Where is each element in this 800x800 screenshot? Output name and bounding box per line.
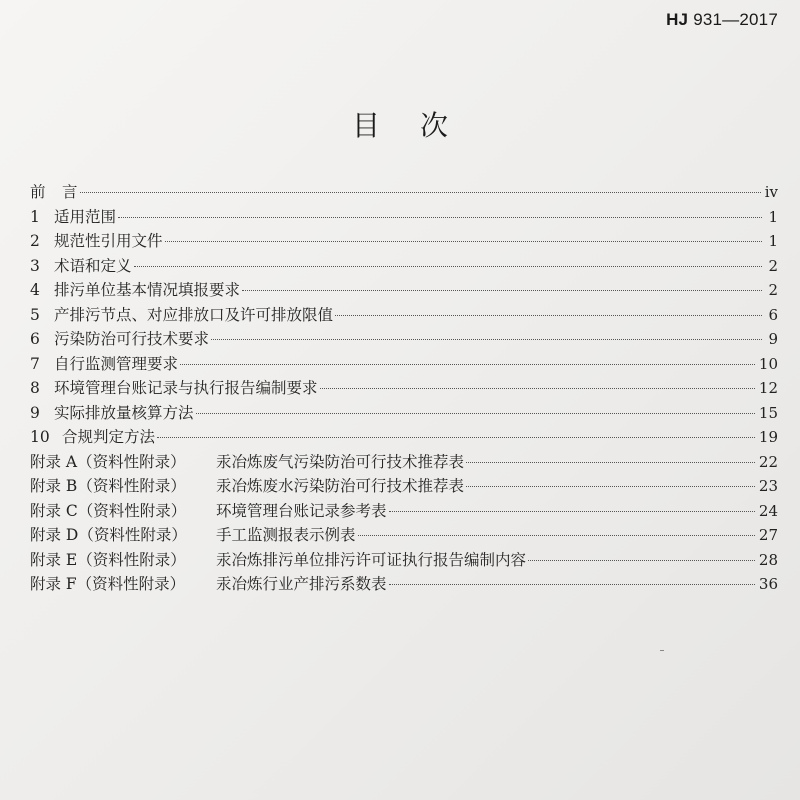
toc-entry-page: 1	[768, 232, 778, 250]
appendix-title: 汞冶炼行业产排污系数表	[216, 575, 387, 593]
appendix-title: 汞冶炼废水污染防治可行技术推荐表	[216, 477, 465, 495]
toc-entry-page: 12	[758, 379, 778, 397]
toc-entry-page: iv	[764, 183, 778, 201]
toc-entry-6[interactable]	[30, 327, 778, 352]
toc-entry-number: 4	[30, 281, 40, 299]
toc-entry-title: 污染防治可行技术要求	[54, 330, 210, 348]
toc-entry-page: 6	[768, 305, 778, 324]
toc-entry-number: 7	[30, 354, 40, 373]
toc-entry-4[interactable]	[30, 278, 778, 303]
toc-entry-9[interactable]	[30, 401, 778, 426]
toc-entry-3[interactable]	[30, 254, 778, 279]
dot-leader	[211, 339, 762, 340]
dot-leader	[80, 192, 761, 193]
appendix-page: 23	[758, 477, 778, 495]
toc-entry-foreword[interactable]	[30, 180, 778, 205]
toc-entry-title: 环境管理台账记录与执行报告编制要求	[54, 379, 318, 397]
toc-entry-page: 2	[768, 256, 778, 275]
table-of-contents	[30, 180, 778, 597]
toc-entry-number: 3	[30, 256, 40, 275]
appendix-label: 附录 C（资料性附录）	[30, 501, 187, 520]
dot-leader	[358, 535, 755, 536]
toc-entry-title: 排污单位基本情况填报要求	[54, 281, 241, 299]
dot-leader	[180, 364, 755, 365]
toc-entry-title: 实际排放量核算方法	[54, 403, 194, 422]
toc-entry-1[interactable]	[30, 205, 778, 230]
toc-entry-title: 自行监测管理要求	[54, 354, 179, 373]
toc-entry-number: 8	[30, 379, 40, 397]
toc-entry-title: 合规判定方法	[62, 428, 156, 446]
toc-entry-title: 规范性引用文件	[54, 232, 163, 250]
stray-mark	[660, 650, 664, 651]
toc-entry-number: 1	[30, 207, 40, 226]
dot-leader	[466, 486, 755, 487]
appendix-title: 汞冶炼排污单位排污许可证执行报告编制内容	[216, 550, 527, 569]
toc-entry-number: 2	[30, 232, 40, 250]
standard-prefix: HJ	[666, 10, 689, 29]
dot-leader	[134, 266, 762, 267]
toc-entry-number: 5	[30, 305, 40, 324]
toc-entry-page: 1	[768, 207, 778, 226]
appendix-label: 附录 E（资料性附录）	[30, 550, 186, 569]
dot-leader	[466, 462, 755, 463]
toc-entry-page: 10	[758, 354, 778, 373]
appendix-page: 22	[758, 452, 778, 471]
appendix-label: 附录 A（资料性附录）	[30, 452, 186, 471]
dot-leader	[320, 388, 755, 389]
appendix-page: 27	[758, 526, 778, 544]
toc-entry-page: 19	[758, 428, 778, 446]
toc-entry-7[interactable]	[30, 352, 778, 377]
toc-entry-title: 术语和定义	[54, 256, 132, 275]
toc-entry-number: 6	[30, 330, 40, 348]
dot-leader	[528, 560, 755, 561]
standard-code	[666, 10, 778, 30]
toc-entry-number: 9	[30, 403, 40, 422]
dot-leader	[389, 584, 755, 585]
appendix-label: 附录 D（资料性附录）	[30, 526, 187, 544]
appendix-label: 附录 B（资料性附录）	[30, 477, 186, 495]
appendix-page: 28	[758, 550, 778, 569]
page-title: 目次	[351, 109, 488, 142]
appendix-label: 附录 F（资料性附录）	[30, 575, 186, 593]
dot-leader	[242, 290, 762, 291]
toc-entry-title: 产排污节点、对应排放口及许可排放限值	[54, 305, 334, 324]
toc-entry-page: 9	[768, 330, 778, 348]
toc-entry-10[interactable]	[30, 425, 778, 450]
toc-appendix-d[interactable]	[30, 523, 778, 548]
toc-entry-number: 10	[30, 428, 50, 446]
toc-appendix-a[interactable]	[30, 450, 778, 475]
toc-entry-page: 2	[768, 281, 778, 299]
toc-appendix-c[interactable]	[30, 499, 778, 524]
toc-entry-2[interactable]	[30, 229, 778, 254]
toc-appendix-f[interactable]	[30, 572, 778, 597]
dot-leader	[389, 511, 755, 512]
toc-appendix-e[interactable]	[30, 548, 778, 573]
appendix-title: 手工监测报表示例表	[216, 526, 356, 544]
toc-entry-8[interactable]	[30, 376, 778, 401]
dot-leader	[118, 217, 762, 218]
toc-entry-number: 前	[30, 183, 46, 201]
dot-leader	[196, 413, 755, 414]
dot-leader	[165, 241, 762, 242]
toc-appendix-b[interactable]	[30, 474, 778, 499]
appendix-title: 汞冶炼废气污染防治可行技术推荐表	[216, 452, 465, 471]
appendix-title: 环境管理台账记录参考表	[216, 501, 387, 520]
toc-entry-page: 15	[758, 403, 778, 422]
toc-entry-5[interactable]	[30, 303, 778, 328]
standard-number: 931—2017	[693, 10, 778, 29]
toc-entry-title: 言	[62, 183, 78, 201]
appendix-page: 24	[758, 501, 778, 520]
dot-leader	[335, 315, 762, 316]
toc-entry-title: 适用范围	[54, 207, 117, 226]
dot-leader	[157, 437, 755, 438]
appendix-page: 36	[758, 575, 778, 593]
